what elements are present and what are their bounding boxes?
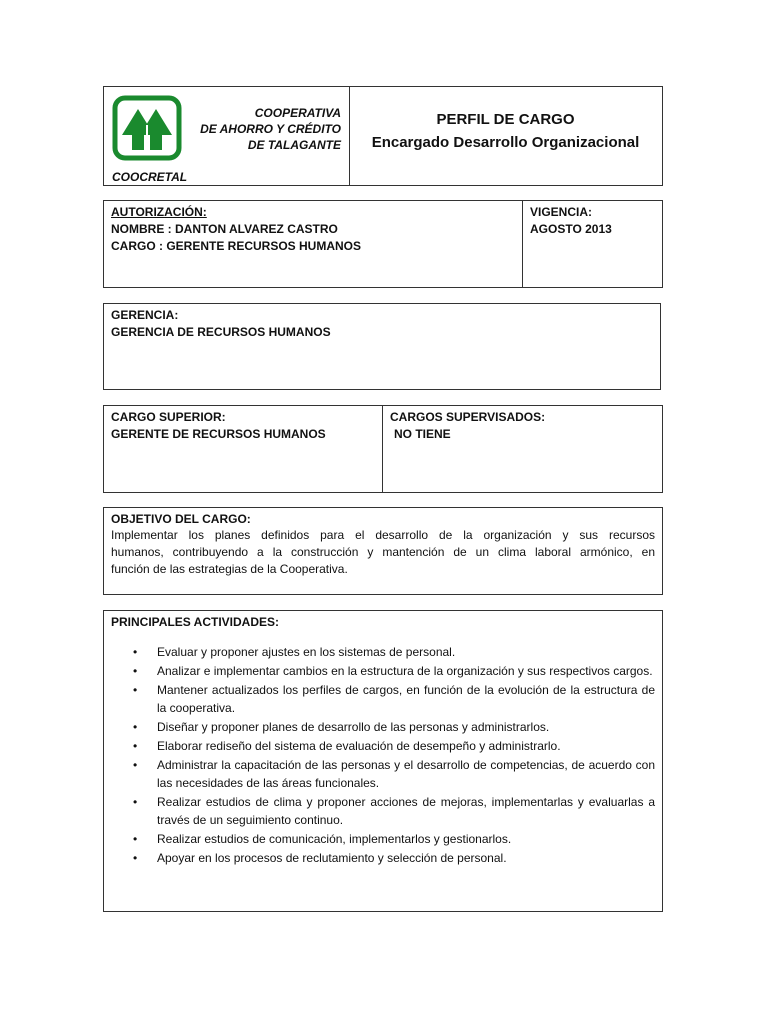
cooperative-name	[199, 105, 341, 153]
cooperative-name-line-1: COOPERATIVA	[254, 106, 341, 120]
validity-section	[530, 204, 612, 238]
positions-box	[103, 405, 663, 493]
objective-heading: OBJETIVO DEL CARGO:	[111, 512, 251, 526]
management-box	[103, 303, 661, 390]
activity-text: Administrar la capacitación de las personas y el desarrollo de competencias, de acuerdo con las necesidades de las áreas funcionales.	[157, 758, 655, 790]
objective-text	[111, 527, 655, 578]
activity-item	[104, 643, 655, 661]
authorization-role: CARGO : GERENTE RECURSOS HUMANOS	[111, 239, 362, 253]
management-heading: GERENCIA:	[111, 308, 179, 322]
supervised-value: NO TIENE	[394, 427, 451, 441]
activity-text: Analizar e implementar cambios en la estructura de la organización y sus respectivos cargos.	[157, 664, 653, 678]
superior-section	[111, 409, 326, 443]
authorization-divider	[522, 201, 523, 287]
bullet-icon: •	[133, 832, 138, 846]
superior-heading: CARGO SUPERIOR:	[111, 410, 226, 424]
objective-line: Implementar los planes definidos para el desarrollo de la organización y sus recursos	[111, 528, 655, 542]
bullet-icon: •	[133, 683, 138, 697]
bullet-icon: •	[133, 664, 138, 678]
supervised-heading: CARGOS SUPERVISADOS:	[390, 410, 546, 424]
objective-line: función de las estrategias de la Cooperativa.	[111, 562, 348, 576]
document-title: PERFIL DE CARGO	[436, 111, 575, 128]
cooperative-name-line-2: DE AHORRO Y CRÉDITO	[200, 122, 341, 136]
activity-item	[104, 849, 655, 867]
document-header	[103, 86, 663, 186]
management-value: GERENCIA DE RECURSOS HUMANOS	[111, 325, 331, 339]
validity-value: AGOSTO 2013	[530, 222, 612, 236]
cooperative-short-name: COOCRETAL	[112, 170, 188, 184]
authorization-heading: AUTORIZACIÓN:	[111, 205, 207, 219]
activity-text: Evaluar y proponer ajustes en los sistemas de personal.	[157, 645, 456, 659]
superior-value: GERENTE DE RECURSOS HUMANOS	[111, 427, 326, 441]
bullet-icon: •	[133, 720, 138, 734]
objective-line: humanos, contribuyendo a la construcción y mantención de un clima laboral armónico, en	[111, 545, 655, 559]
activity-item	[104, 830, 655, 848]
activity-text: Apoyar en los procesos de reclutamiento y selección de personal.	[157, 851, 507, 865]
bullet-icon: •	[133, 645, 138, 659]
coocretal-logo-icon	[112, 95, 182, 161]
activity-item	[104, 756, 655, 792]
activity-text: Realizar estudios de clima y proponer acciones de mejoras, implementarlas y evaluarlas a través de un seguimiento continuo.	[157, 795, 655, 827]
activity-item	[104, 737, 655, 755]
activity-item	[104, 662, 655, 680]
activities-section	[111, 614, 279, 631]
activity-item	[104, 793, 655, 829]
bullet-icon: •	[133, 795, 138, 809]
activities-heading: PRINCIPALES ACTIVIDADES:	[111, 615, 280, 629]
document-subtitle: Encargado Desarrollo Organizacional	[371, 134, 640, 151]
bullet-icon: •	[133, 851, 138, 865]
authorization-box	[103, 200, 663, 288]
activities-list	[104, 643, 655, 868]
bullet-icon: •	[133, 758, 138, 772]
supervised-section	[390, 409, 545, 443]
validity-heading: VIGENCIA:	[530, 205, 593, 219]
bullet-icon: •	[133, 739, 138, 753]
objective-box	[103, 507, 663, 595]
management-section	[111, 307, 331, 341]
activities-box	[103, 610, 663, 912]
activity-text: Realizar estudios de comunicación, implementarlos y gestionarlos.	[157, 832, 512, 846]
activity-item	[104, 718, 655, 736]
activity-text: Diseñar y proponer planes de desarrollo de las personas y administrarlos.	[157, 720, 550, 734]
activity-text: Elaborar rediseño del sistema de evaluación de desempeño y administrarlo.	[157, 739, 561, 753]
activity-text: Mantener actualizados los perfiles de cargos, en función de la evolución de la estructura de la cooperativa.	[157, 683, 655, 715]
positions-divider	[382, 406, 383, 492]
authorization-name: NOMBRE : DANTON ALVAREZ CASTRO	[111, 222, 338, 236]
cooperative-name-line-3: DE TALAGANTE	[247, 138, 341, 152]
objective-section	[111, 511, 251, 528]
authorization-section	[111, 204, 361, 255]
activity-item	[104, 681, 655, 717]
